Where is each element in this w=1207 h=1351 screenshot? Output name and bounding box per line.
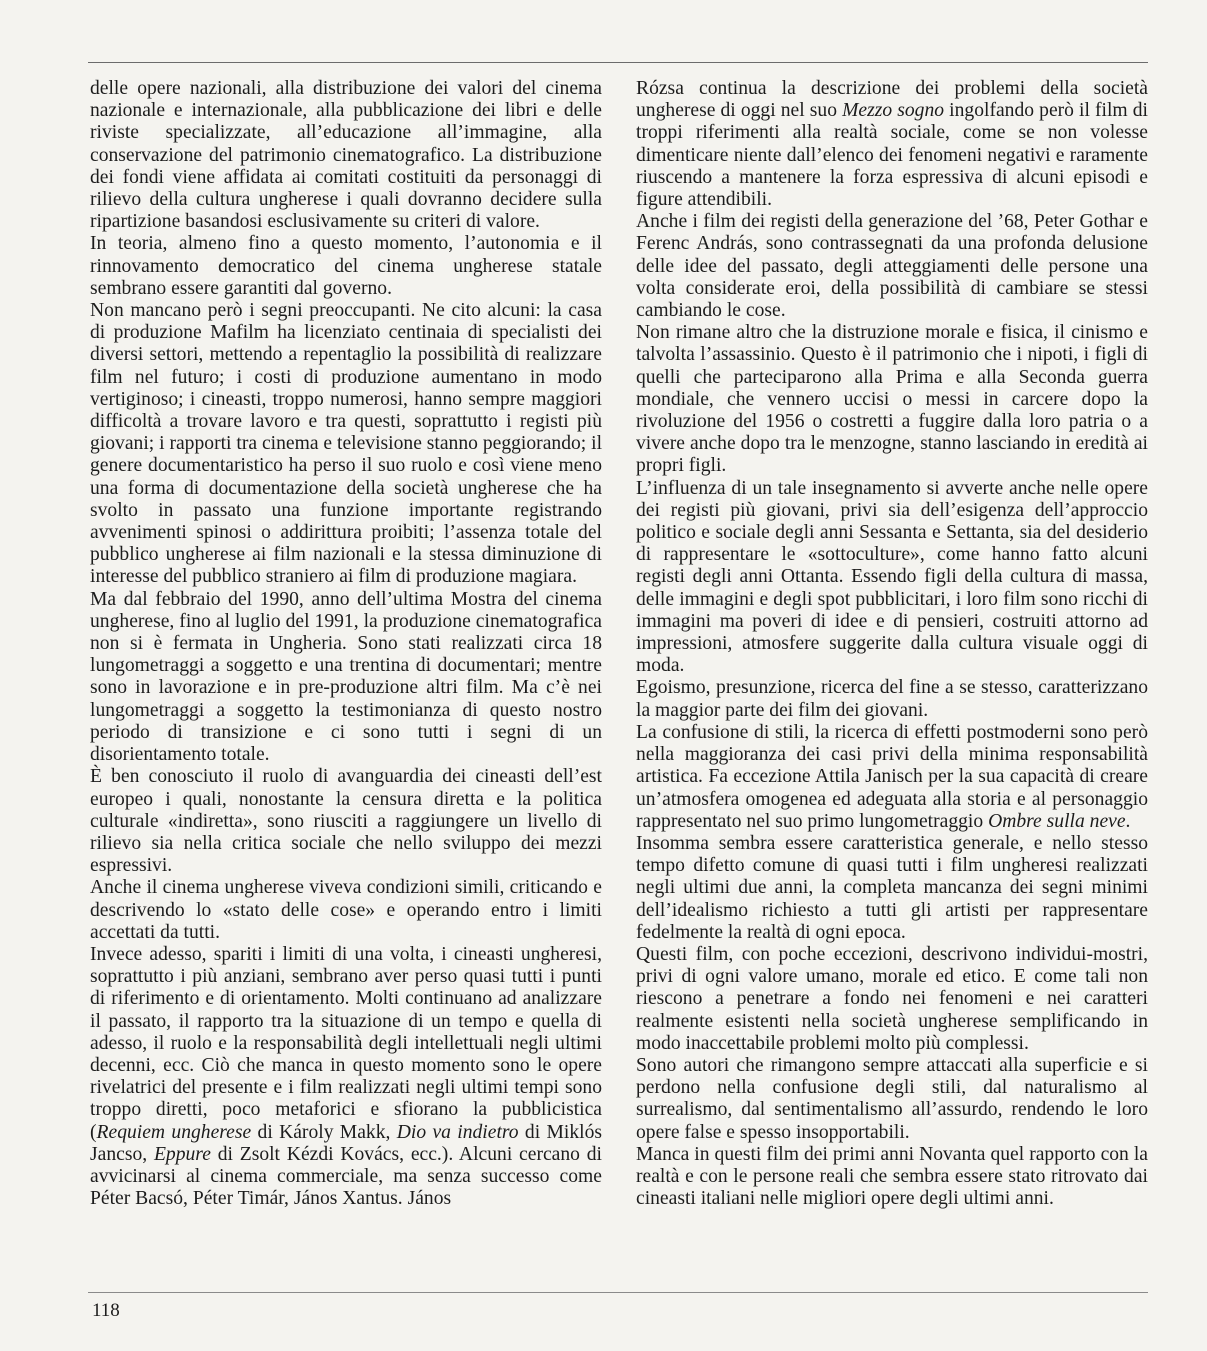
paragraph (90, 589, 602, 767)
text-run: Invece adesso, spariti i limiti di una volta, i cineasti ungheresi, soprattutto i più anziani, sembrano aver perso quasi tutti i punti di riferimento e di orientamento. Molti continuano ad analizzare il passato, il rapporto tra la situazione di un tempo e quella di adesso, il ruolo e la responsabilità degli intellettuali negli ultimi decenni, ecc. Ciò che manca in questo momento sono le opere rivelatrici del presente e i film realizzati negli ultimi tempi sono troppo diretti, poco metaforici e sfiorano la pubblicistica ( (90, 943, 602, 1143)
film-title: Mezzo sogno (842, 100, 945, 122)
paragraph (90, 233, 602, 300)
film-title: Requiem ungherese (96, 1121, 252, 1143)
paragraph (636, 1055, 1148, 1144)
text-run: Insomma sembra essere caratteristica generale, e nello stesso tempo difetto comune di quasi tutti i film ungheresi realizzati negli ultimi due anni, la completa mancanza dei segni minimi dell’idealismo richiesto a tutti gli artisti per rappresentare fedelmente la realtà di ogni epoca. (636, 832, 1148, 943)
text-run: Questi film, con poche eccezioni, descrivono individui-mostri, privi di ogni valore umano, morale ed etico. E come tali non riescono a penetrare a fondo nei fenomeni e nei caratteri realmente esistenti nella società ungherese semplificando in modo inaccettabile problemi molto più complessi. (636, 943, 1148, 1054)
paragraph (90, 300, 602, 589)
paragraph (90, 78, 602, 233)
paragraph (636, 722, 1148, 833)
text-run: Anche il cinema ungherese viveva condizioni simili, criticando e descrivendo lo «stato delle cose» e operando entro i limiti accettati da tutti. (90, 877, 602, 943)
text-run: delle opere nazionali, alla distribuzione dei valori del cinema nazionale e internazionale, alla pubblicazione dei libri e delle riviste specializzate, all’educazione all’immagine, alla conservazione del patrimonio cinematografico. La distribuzione dei fondi viene affidata ai comitati costituiti da personaggi di rilievo della cultura ungherese i quali dovranno decidere sulla ripartizione basandosi esclusivamente su criteri di valore. (90, 78, 602, 233)
film-title: Dio va indietro (396, 1121, 519, 1143)
film-title: Ombre sulla neve (988, 810, 1126, 832)
text-run: Manca in questi film dei primi anni Novanta quel rapporto con la realtà e con le persone reali che sembra essere stato ritrovato dai cineasti italiani nelle migliori opere degli ultimi anni. (636, 1143, 1148, 1210)
text-run: Rózsa continua la descrizione dei problemi della società ungherese di oggi nel suo (636, 78, 1148, 122)
text-run: Ma dal febbraio del 1990, anno dell’ultima Mostra del cinema ungherese, fino al luglio del 1991, la produzione cinematografica non si è fermata in Ungheria. Sono stati realizzati circa 18 lungometraggi a soggetto e una trentina di documentari; mentre sono in lavorazione e in pre-produzione altri film. Ma c’è nei lungometraggi a soggetto la testimonianza di questo nostro periodo di transizione e ci sono tutti i segni di un disorientamento totale. (90, 588, 602, 766)
text-run: Non mancano però i segni preoccupanti. Ne cito alcuni: la casa di produzione Mafilm ha licenziato centinaia di specialisti dei diversi settori, mettendo a repentaglio la possibilità di realizzare film nel futuro; i costi di produzione aumentano in modo vertiginoso; i cineasti, troppo numerosi, hanno sempre maggiori difficoltà a trovare lavoro e tra questi, soprattutto i registi più giovani; i rapporti tra cinema e televisione stanno peggiorando; il genere documentaristico ha perso il suo ruolo e così viene meno una forma di documentazione della società ungherese che ha svolto in passato una funzione importante registrando avvenimenti spinosi o addirittura proibiti; l’assenza totale del pubblico ungherese ai film nazionali e la stessa diminuzione di interesse del pubblico straniero ai film di produzione magiara. (90, 300, 603, 588)
text-run: ingolfando però il film di troppi riferimenti alla realtà sociale, come se non volesse dimenticare niente dall’elenco dei fenomeni negativi e raramente riuscendo a mantenere la forza espressiva di alcuni episodi e figure attendibili. (636, 100, 1149, 211)
text-run: di Miklós Jancso, (90, 1121, 602, 1165)
text-run: Sono autori che rimangono sempre attaccati alla superficie e si perdono nella confusione degli stili, dal naturalismo al surrealismo, dal sentimentalismo all’assurdo, rendendo le loro opere false e spesso insopportabili. (636, 1054, 1148, 1143)
left-column (90, 78, 602, 1210)
film-title: Eppure (153, 1143, 211, 1165)
paragraph (636, 78, 1148, 211)
text-run: . (1125, 810, 1131, 832)
text-run: È ben conosciuto il ruolo di avanguardia dei cineasti dell’est europeo i quali, nonostante la censura diretta e la politica culturale «indiretta», sono riusciti a raggiungere un livello di rilievo sia nella critica sociale che nello sviluppo dei mezzi espressivi. (90, 766, 602, 877)
paragraph (636, 211, 1148, 322)
text-run: In teoria, almeno fino a questo momento, l’autonomia e il rinnovamento democratico del cinema ungherese statale sembrano essere garantiti dal governo. (90, 233, 602, 299)
text-run: Non rimane altro che la distruzione morale e fisica, il cinismo e talvolta l’assassinio. Questo è il patrimonio che i nipoti, i figli di quelli che parteciparono alla Prima e alla Seconda guerra mondiale, che vennero uccisi o messi in carcere dopo la rivoluzione del 1956 o costretti a fuggire dalla loro patria o a vivere anche dopo tra le menzogne, stanno lasciando in eredità ai propri figli. (636, 322, 1148, 477)
paragraph (636, 833, 1148, 944)
paragraph (636, 478, 1148, 678)
paragraph (636, 322, 1148, 477)
paragraph (636, 944, 1148, 1055)
text-run: Anche i film dei registi della generazione del ’68, Peter Gothar e Ferenc András, sono contrassegnati da una profonda delusione delle idee del passato, degli atteggiamenti delle persone una volta considerate eroi, della possibilità di cambiare se stessi cambiando le cose. (636, 211, 1148, 322)
text-run: Egoismo, presunzione, ricerca del fine a se stesso, caratterizzano la maggior parte dei film dei giovani. (636, 677, 1148, 721)
text-run: L’influenza di un tale insegnamento si avverte anche nelle opere dei registi più giovani, privi sia dell’esigenza dell’approccio politico e sociale degli anni Sessanta e Settanta, sia del desiderio di rappresentare le «sottoculture», come hanno fatto alcuni registi degli anni Ottanta. Essendo figli della cultura di massa, delle immagini e degli spot pubblicitari, i loro film sono ricchi di immagini ma poveri di idee e di pensieri, costruiti attorno ad impressioni, atmosfere suggerite dalla cultura visuale oggi di moda. (636, 477, 1148, 677)
text-run: di Károly Makk, (251, 1121, 397, 1143)
text-run: La confusione di stili, la ricerca di effetti postmoderni sono però nella maggioranza dei casi privi della minima responsabilità artistica. Fa eccezione Attila Janisch per la sua capacità di creare un’atmosfera omogenea ed adeguata alla storia e al personaggio rappresentato nel suo primo lungometraggio (636, 721, 1148, 832)
paragraph (636, 677, 1148, 721)
paragraph (90, 944, 602, 1210)
paragraph (636, 1144, 1148, 1211)
top-rule (88, 62, 1148, 63)
paragraph (90, 766, 602, 877)
paragraph (90, 877, 602, 944)
bottom-rule (88, 1292, 1148, 1293)
page-number: 118 (92, 1300, 120, 1321)
text-run: di Zsolt Kézdi Kovács, ecc.). Alcuni cercano di avvicinarsi al cinema commerciale, ma senza successo come Péter Bacsó, Péter Timár, János Xantus. János (90, 1143, 602, 1210)
right-column (636, 78, 1148, 1210)
